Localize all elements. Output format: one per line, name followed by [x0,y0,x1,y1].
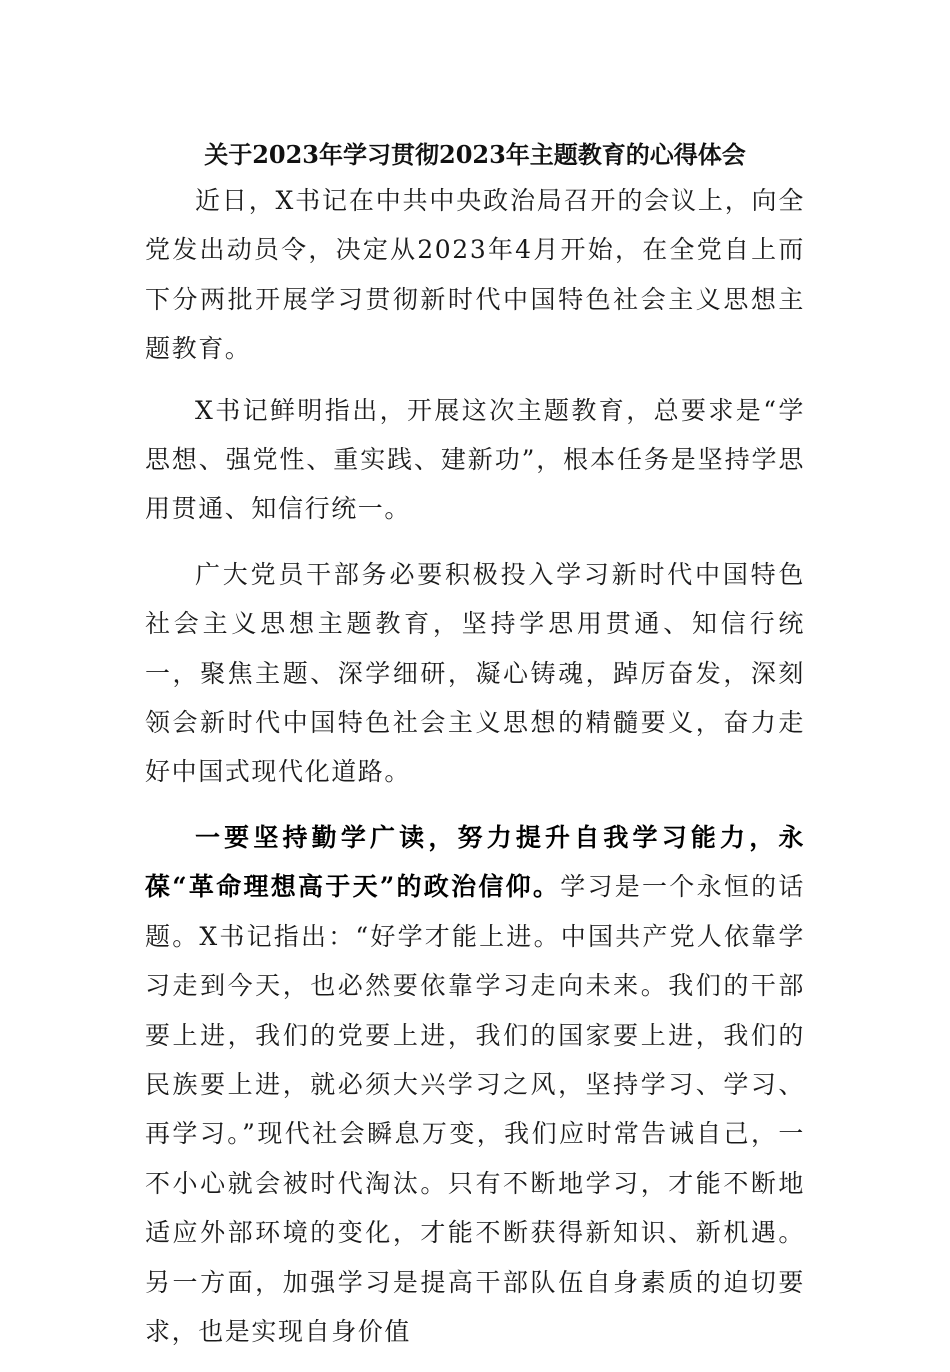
paragraph-4 [145,813,805,1356]
paragraph-1-text: 近日，X书记在中共中央政治局召开的会议上，向全党发出动员令，决定从2023年4月开始，在全党自上而下分两批开展学习贯彻新时代中国特色社会主义思想主题教育。 [145,186,805,364]
paragraph-4-text: 学习是一个永恒的话题。X书记指出：“好学才能上进。中国共产党人依靠学习走到今天，也必然要依靠学习走向未来。我们的干部要上进，我们的党要上进，我们的国家要上进，我们的民族要上进，就必须大兴学习之风，坚持学习、学习、再学习。”现代社会瞬息万变，我们应时常告诫自己，一不小心就会被时代淘汰。只有不断地学习，才能不断地适应外部环境的变化，才能不断获得新知识、新机遇。另一方面，加强学习是提高干部队伍自身素质的迫切要求，也是实现自身价值 [145,872,805,1346]
paragraph-3 [145,550,805,797]
paragraph-2 [145,386,805,534]
paragraph-4-heading: 一要坚持勤学广读，努力提升自我学习能力，永葆“革命理想高于天”的政治信仰。 [145,822,805,902]
paragraph-2-text: X书记鲜明指出，开展这次主题教育，总要求是“学思想、强党性、重实践、建新功”，根本任务是坚持学思用贯通、知信行统一。 [145,395,805,524]
paragraph-1 [145,176,805,374]
document-body [145,176,805,1372]
document-title: 关于2023年学习贯彻2023年主题教育的心得体会 [204,140,746,169]
paragraph-3-text: 广大党员干部务必要积极投入学习新时代中国特色社会主义思想主题教育，坚持学思用贯通、知信行统一，聚焦主题、深学细研，凝心铸魂，踔厉奋发，深刻领会新时代中国特色社会主义思想的精髓要义，奋力走好中国式现代化道路。 [145,559,805,787]
